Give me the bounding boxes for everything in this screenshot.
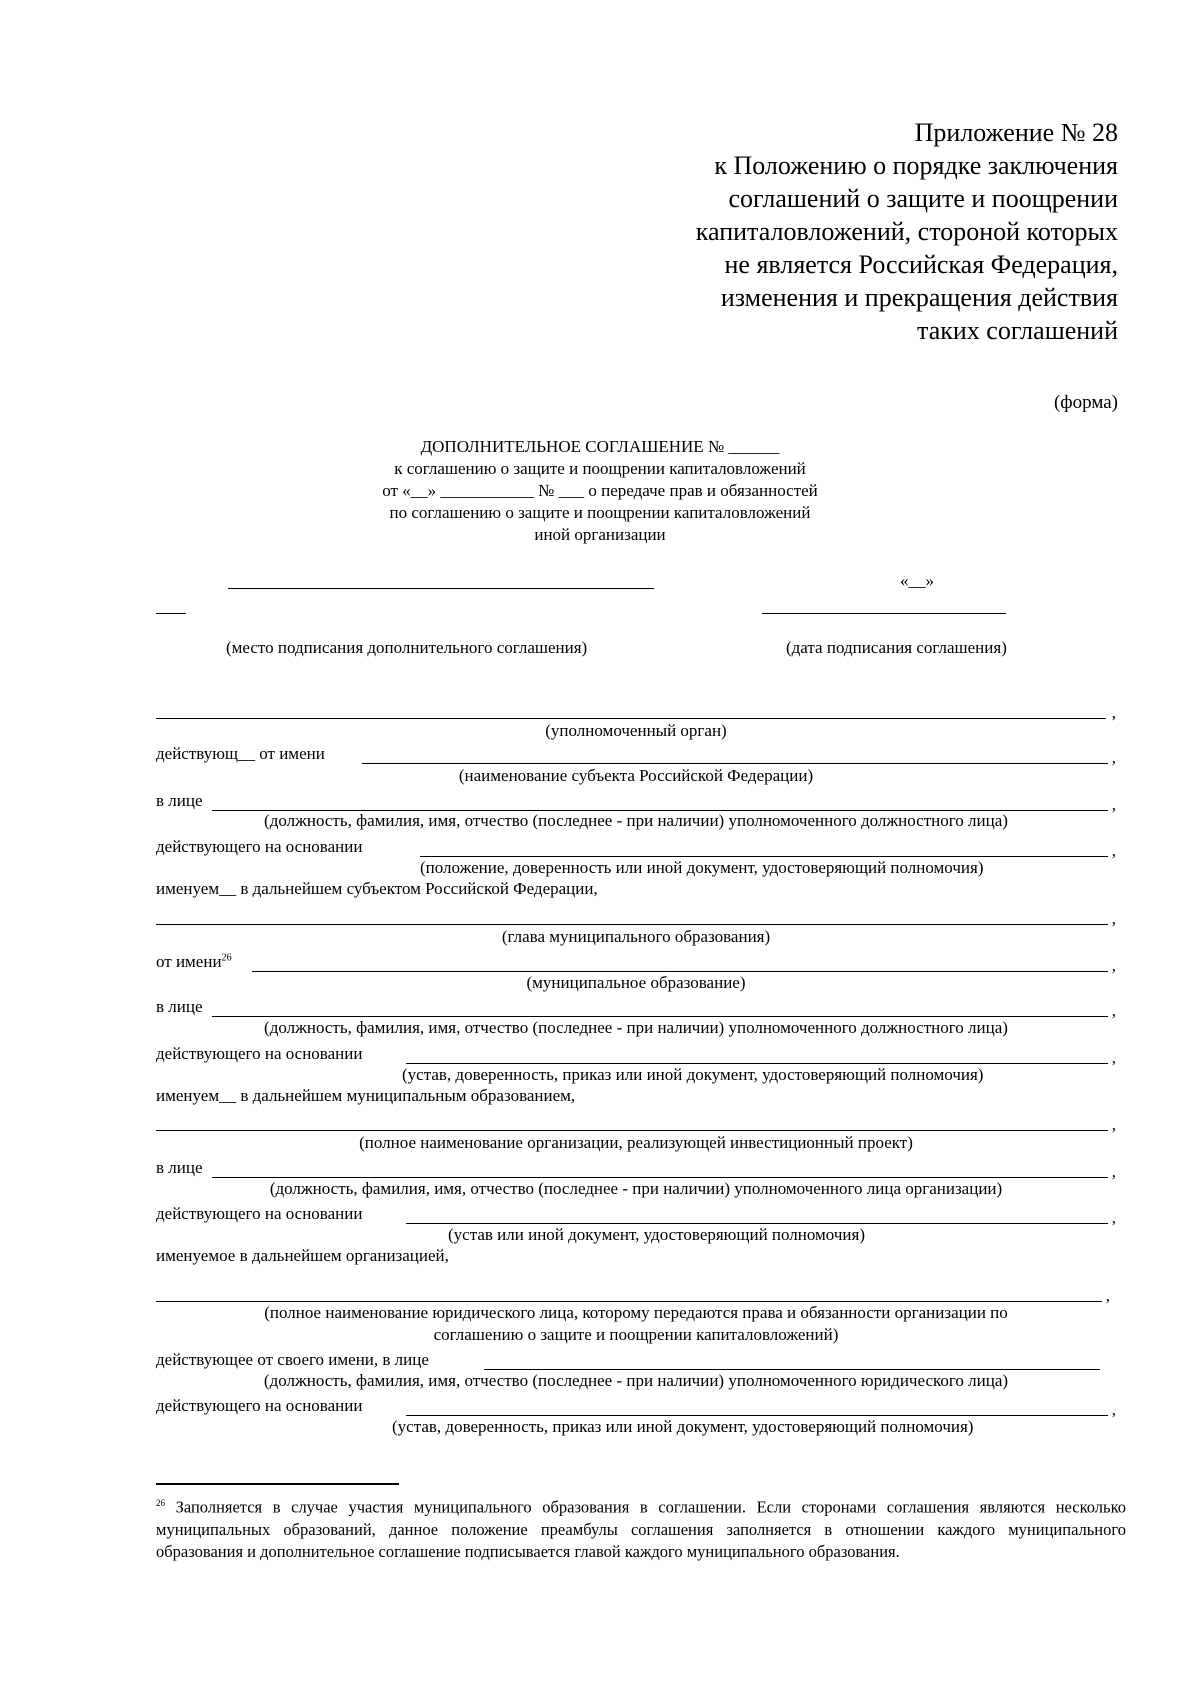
own-behalf-field — [156, 1348, 1116, 1372]
footnote — [156, 1492, 1126, 1563]
comma: , — [1111, 1400, 1116, 1419]
footnote-mark: 26 — [156, 1498, 165, 1508]
authorized-body-field — [156, 697, 1116, 721]
comma: , — [1111, 703, 1116, 722]
comma: , — [1111, 748, 1116, 767]
basis-caption-3: (устав или иной документ, удостоверяющий полномочия) — [448, 1225, 865, 1244]
organization-caption: (полное наименование организации, реализующей инвестиционный проект) — [359, 1133, 913, 1152]
footnote-ref: 26 — [221, 952, 232, 964]
date-signing-line — [762, 613, 1006, 614]
legal-entity-caption-2: соглашению о защите и поощрении капиталовложений) — [433, 1325, 839, 1344]
comma: , — [1105, 1286, 1110, 1305]
date-caption: (дата подписания соглашения) — [786, 638, 1007, 657]
represented-by-label: в лице — [156, 997, 203, 1016]
fill-line — [156, 718, 1106, 719]
appendix-line: к Положению о порядке заключения — [714, 151, 1118, 180]
appendix-line: не является Российская Федерация, — [724, 250, 1118, 279]
title-line-1: ДОПОЛНИТЕЛЬНОЕ СОГЛАШЕНИЕ № ______ — [420, 437, 780, 456]
basis-label: действующего на основании — [156, 1396, 363, 1415]
title-line-5: иной организации — [534, 525, 666, 544]
authorized-body-caption: (уполномоченный орган) — [545, 721, 727, 740]
place-caption: (место подписания дополнительного соглашения) — [226, 638, 588, 657]
title-line-3: от «__» ___________ № ___ о передаче прав и обязанностей — [382, 481, 818, 500]
legal-entity-field — [156, 1280, 1116, 1304]
municipal-head-field — [156, 903, 1116, 927]
agreement-title — [0, 436, 1200, 546]
organization-field — [156, 1109, 1116, 1133]
org-official-caption: (должность, фамилия, имя, отчество (последнее - при наличии) уполномоченного лица организации) — [269, 1179, 1003, 1198]
fill-line — [156, 924, 1108, 925]
represented-by-label: в лице — [156, 1158, 203, 1177]
basis-field-4 — [156, 1394, 1116, 1418]
comma: , — [1111, 795, 1116, 814]
date-quote: «__» — [900, 571, 934, 590]
official-caption-2: (должность, фамилия, имя, отчество (последнее - при наличии) уполномоченного должностного лица) — [264, 1018, 1008, 1037]
named-subject-text: именуем__ в дальнейшем субъектом Российской Федерации, — [156, 879, 598, 898]
on-behalf-of-label — [156, 952, 232, 972]
place-signing-line — [228, 588, 654, 589]
comma: , — [1111, 1208, 1116, 1227]
basis-field-2 — [156, 1042, 1116, 1066]
represented-by-label: в лице — [156, 791, 203, 810]
appendix-line: Приложение № 28 — [914, 118, 1118, 147]
basis-label: действующего на основании — [156, 1044, 363, 1063]
named-organization-text: именуемое в дальнейшем организацией, — [156, 1246, 449, 1265]
basis-caption: (положение, доверенность или иной документ, удостоверяющий полномочия) — [420, 858, 984, 877]
subject-name-caption: (наименование субъекта Российской Федерации) — [458, 766, 814, 785]
appendix-header — [696, 116, 1118, 347]
basis-caption-2: (устав, доверенность, приказ или иной документ, удостоверяющий полномочия) — [402, 1065, 984, 1084]
legal-official-caption: (должность, фамилия, имя, отчество (последнее - при наличии) уполномоченного юридического лица) — [263, 1371, 1009, 1390]
basis-label: действующего на основании — [156, 1204, 363, 1223]
acting-on-behalf-label: действующ__ от имени — [156, 744, 325, 763]
on-behalf-of-field — [156, 950, 1116, 974]
basis-field — [156, 835, 1116, 859]
comma: , — [1111, 1115, 1116, 1134]
appendix-line: изменения и прекращения действия — [720, 283, 1118, 312]
form-label: (форма) — [1053, 392, 1118, 413]
short-line — [156, 613, 186, 614]
fill-line — [156, 1130, 1108, 1131]
comma: , — [1111, 1001, 1116, 1020]
comma: , — [1111, 909, 1116, 928]
basis-field-3 — [156, 1202, 1116, 1226]
appendix-line: соглашений о защите и поощрении — [728, 184, 1118, 213]
named-municipality-text: именуем__ в дальнейшем муниципальным образованием, — [156, 1086, 576, 1105]
legal-entity-caption-1: (полное наименование юридического лица, которому передаются права и обязанности организации по — [264, 1303, 1008, 1322]
basis-label: действующего на основании — [156, 837, 363, 856]
fill-line — [362, 763, 1108, 764]
basis-caption-4: (устав, доверенность, приказ или иной документ, удостоверяющий полномочия) — [392, 1417, 974, 1436]
own-behalf-label: действующее от своего имени, в лице — [156, 1350, 429, 1369]
comma: , — [1111, 1048, 1116, 1067]
comma: , — [1111, 1162, 1116, 1181]
appendix-line: капиталовложений, стороной которых — [695, 217, 1118, 246]
footnote-text: Заполняется в случае участия муниципального образования в соглашении. Если сторонами соглашения являются несколько муниципальных образований, данное положение преамбулы соглашения заполняется в отношении каждого муниципального образования и дополнительное соглашение подписывается главой каждого муниципального образования. — [156, 1497, 1126, 1561]
on-behalf-of-text: от имени — [156, 952, 222, 971]
title-line-2: к соглашению о защите и поощрении капиталовложений — [394, 459, 806, 478]
official-caption: (должность, фамилия, имя, отчество (последнее - при наличии) уполномоченного должностного лица) — [264, 811, 1008, 830]
title-line-4: по соглашению о защите и поощрении капиталовложений — [389, 503, 811, 522]
appendix-line: таких соглашений — [917, 316, 1118, 345]
footnote-separator — [156, 1483, 399, 1485]
municipal-head-caption: (глава муниципального образования) — [501, 927, 771, 946]
comma: , — [1111, 841, 1116, 860]
municipality-caption: (муниципальное образование) — [526, 973, 746, 992]
represented-by-field-2 — [156, 995, 1116, 1019]
acting-on-behalf-field — [156, 742, 1116, 766]
represented-by-field-3 — [156, 1156, 1116, 1180]
comma: , — [1111, 956, 1116, 975]
